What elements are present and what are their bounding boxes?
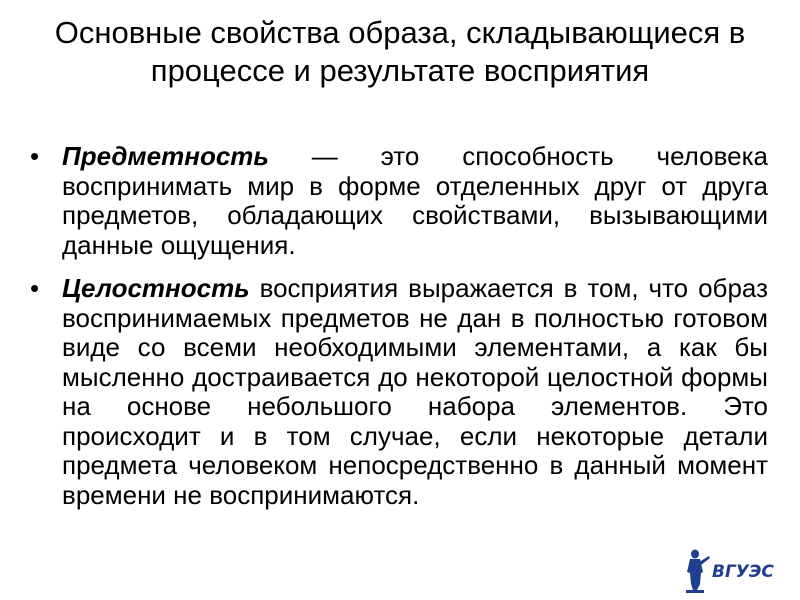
bullet-item-integrity — [28, 274, 768, 510]
bullet-text: — это способность человека воспринимать мир в форме отделенных друг от друга предметов, обладающих свойствами, вызывающими данные ощущения. — [62, 141, 768, 260]
slide-title: Основные свойства образа, складывающиеся в процессе и результате восприятия — [54, 15, 746, 88]
figure-emblem-icon — [686, 550, 710, 594]
bullet-dot-icon: • — [30, 141, 40, 171]
bullet-dot-icon: • — [30, 273, 40, 303]
bullet-term: Целостность — [62, 273, 250, 303]
university-logo — [682, 546, 782, 594]
bullet-term: Предметность — [62, 141, 269, 171]
logo-text: ВГУЭС — [712, 562, 774, 582]
bullet-item-objectness — [28, 142, 768, 260]
bullet-list — [28, 142, 768, 524]
bullet-text: восприятия выражается в том, что образ воспринимаемых предметов не дан в полностью готовом виде со всеми необходимыми элементами, а как бы мысленно достраивается до некоторой целостной формы на основе небольшого набора элементов. Это происходит и в том случае, если некоторые детали предмета человеком непосредственно в данный момент времени не воспринимаются. — [62, 273, 768, 510]
